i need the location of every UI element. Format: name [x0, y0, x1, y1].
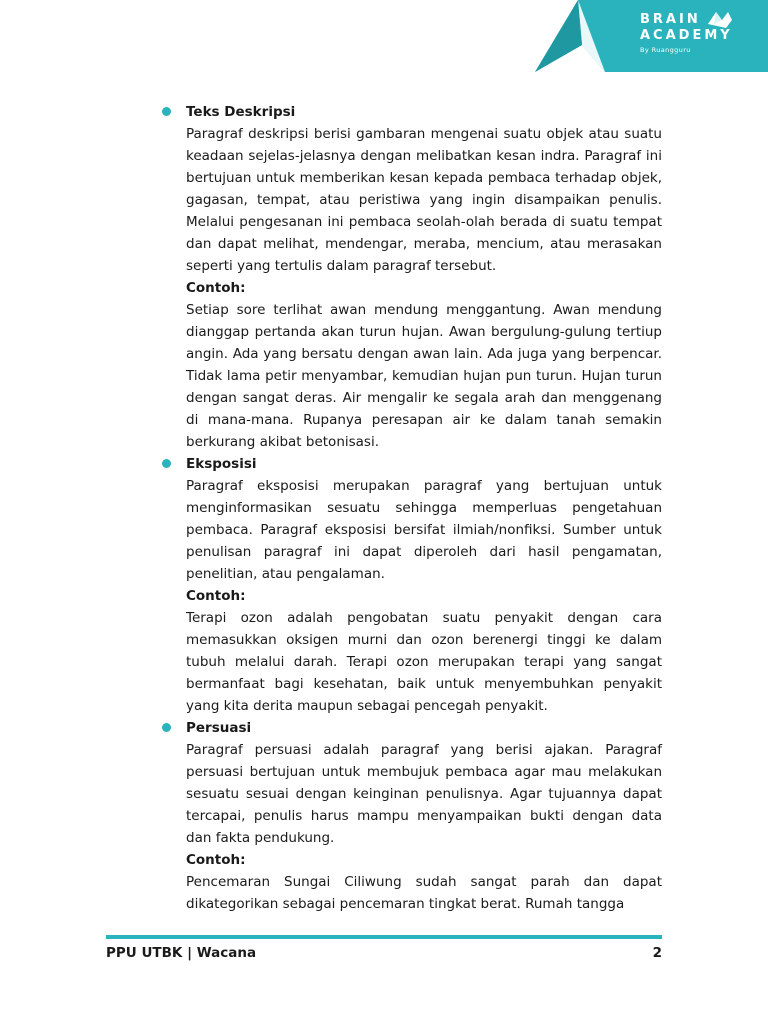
bullet-icon [162, 459, 171, 468]
footer-title: PPU UTBK | Wacana [106, 945, 257, 961]
page-number: 2 [652, 945, 662, 961]
example-label: Contoh: [186, 852, 246, 868]
example-text: Setiap sore terlihat awan mendung menggantung. Awan mendung dianggap pertanda akan turun hujan. Awan bergulung-gulung tertiup angin. Ada yang bersatu dengan awan lain. Ada juga yang berpencar. Tidak lama petir menyambar, kemudian hujan pun turun. Hujan turun dengan sangat deras. Air mengalir ke segala arah dan menggenang di mana-mana. Rupanya peresapan air ke dalam tanah semakin berkurang akibat betonisasi. [186, 302, 662, 450]
section-persuasi [186, 717, 662, 915]
example-label: Contoh: [186, 280, 246, 296]
logo-brain-text: BRAIN [640, 12, 701, 27]
section-deskripsi [186, 101, 662, 453]
section-eksposisi [186, 453, 662, 717]
example-text: Terapi ozon adalah pengobatan suatu penyakit dengan cara memasukkan oksigen murni dan ozon berenergi tinggi ke dalam tubuh melalui darah. Terapi ozon merupakan terapi yang sangat bermanfaat bagi kesehatan, baik untuk menyembuhkan penyakit yang kita derita maupun sebagai pencegah penyakit. [186, 610, 662, 714]
logo-academy-text: ACADEMY [640, 28, 733, 43]
document-body [186, 101, 662, 915]
footer-divider [106, 935, 662, 939]
section-body: Paragraf deskripsi berisi gambaran mengenai suatu objek atau suatu keadaan sejelas-jelasnya dengan melibatkan kesan indra. Paragraf ini bertujuan untuk memberikan kesan kepada pembaca terhadap objek, gagasan, tempat, atau peristiwa yang ingin disampaikan penulis. Melalui pengesanan ini pembaca seolah-olah berada di suatu tempat dan dapat melihat, mendengar, meraba, mencium, atau merasakan seperti yang tertulis dalam paragraf tersebut. [186, 126, 662, 274]
section-heading: Persuasi [186, 720, 252, 736]
section-body: Paragraf persuasi adalah paragraf yang berisi ajakan. Paragraf persuasi bertujuan untuk membujuk pembaca agar mau melakukan sesuatu sesuai dengan keinginan penulisnya. Agar tujuannya dapat tercapai, penulis harus mampu menyampaikan bukti dengan data dan fakta pendukung. [186, 742, 662, 846]
section-heading: Teks Deskripsi [186, 104, 296, 120]
bullet-icon [162, 107, 171, 116]
example-text: Pencemaran Sungai Ciliwung sudah sangat parah dan dapat dikategorikan sebagai pencemaran tingkat berat. Rumah tangga [186, 874, 662, 912]
bullet-icon [162, 723, 171, 732]
section-body: Paragraf eksposisi merupakan paragraf yang bertujuan untuk menginformasikan sesuatu sehingga memperluas pengetahuan pembaca. Paragraf eksposisi bersifat ilmiah/nonfiksi. Sumber untuk penulisan paragraf ini dapat diperoleh dari hasil pengamatan, penelitian, atau pengalaman. [186, 478, 662, 582]
brain-icon [702, 10, 734, 30]
example-label: Contoh: [186, 588, 246, 604]
section-heading: Eksposisi [186, 456, 257, 472]
logo-byline: By Ruangguru [640, 46, 691, 54]
